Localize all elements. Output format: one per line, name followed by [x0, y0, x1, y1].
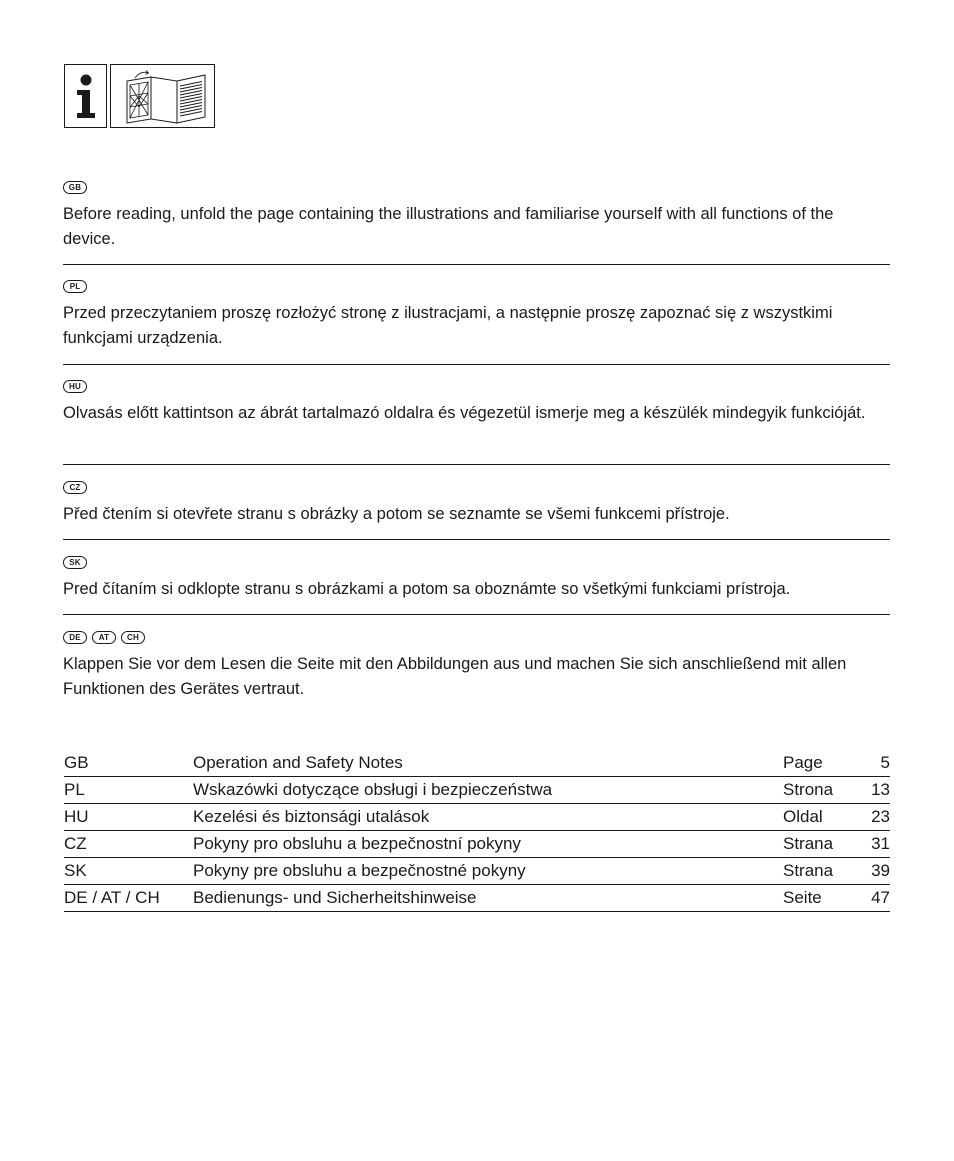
country-badge: AT	[92, 631, 116, 644]
country-badge: DE	[63, 631, 87, 644]
toc-section-title: Operation and Safety Notes	[193, 750, 783, 777]
toc-section-title: Wskazówki dotyczące obsługi i bezpieczeństwa	[193, 777, 783, 804]
toc-language-code: HU	[64, 804, 193, 831]
country-badges	[63, 630, 890, 645]
country-badges	[63, 555, 890, 570]
toc-page-number: 39	[855, 858, 890, 885]
lang-block-sk	[63, 540, 890, 615]
toc-row	[64, 885, 890, 912]
toc-section-title: Kezelési és biztonsági utalások	[193, 804, 783, 831]
toc-language-code: DE / AT / CH	[64, 885, 193, 912]
unfold-book-icon	[110, 64, 215, 128]
toc-section-title: Pokyny pre obsluhu a bezpečnostné pokyny	[193, 858, 783, 885]
toc-row	[64, 804, 890, 831]
toc-page-label: Strana	[783, 858, 855, 885]
lang-block-de-at-ch	[63, 615, 890, 702]
instruction-text: Klappen Sie vor dem Lesen die Seite mit den Abbildungen aus und machen Sie sich anschließend mit allen Funktionen des Gerätes vertraut.	[63, 655, 847, 698]
toc-page-label: Seite	[783, 885, 855, 912]
instruction-text: Pred čítaním si odklopte stranu s obrázkami a potom sa oboznámte so všetkými funkciami prístroja.	[63, 580, 791, 598]
toc-row	[64, 858, 890, 885]
toc-language-code: CZ	[64, 831, 193, 858]
toc-page-number: 23	[855, 804, 890, 831]
toc-page-label: Strana	[783, 831, 855, 858]
country-badge: PL	[63, 280, 87, 293]
toc-language-code: PL	[64, 777, 193, 804]
country-badges	[63, 180, 890, 195]
toc-row	[64, 750, 890, 777]
lang-block-cz	[63, 465, 890, 540]
language-instructions	[63, 180, 890, 702]
country-badge: SK	[63, 556, 87, 569]
toc-page-label: Page	[783, 750, 855, 777]
toc-page-number: 31	[855, 831, 890, 858]
lang-block-hu	[63, 365, 890, 465]
country-badges	[63, 279, 890, 294]
info-icon	[64, 64, 107, 128]
toc-section-title: Bedienungs- und Sicherheitshinweise	[193, 885, 783, 912]
country-badges	[63, 379, 890, 394]
header-icons	[64, 64, 215, 130]
toc-section-title: Pokyny pro obsluhu a bezpečnostní pokyny	[193, 831, 783, 858]
country-badge: CH	[121, 631, 145, 644]
toc-page-label: Oldal	[783, 804, 855, 831]
instruction-text: Olvasás előtt kattintson az ábrát tartalmazó oldalra és végezetül ismerje meg a készülék mindegyik funkcióját.	[63, 404, 866, 422]
toc-row	[64, 831, 890, 858]
instruction-text: Przed przeczytaniem proszę rozłożyć stronę z ilustracjami, a następnie proszę zapoznać się z wszystkimi funkcjami urządzenia.	[63, 304, 833, 347]
country-badge: CZ	[63, 481, 87, 494]
table-of-contents	[64, 750, 890, 912]
lang-block-pl	[63, 265, 890, 365]
toc-row	[64, 777, 890, 804]
country-badges	[63, 480, 890, 495]
lang-block-gb	[63, 180, 890, 265]
country-badge: GB	[63, 181, 87, 194]
toc-page-label: Strona	[783, 777, 855, 804]
toc-page-number: 47	[855, 885, 890, 912]
toc-page-number: 13	[855, 777, 890, 804]
toc-language-code: SK	[64, 858, 193, 885]
toc-language-code: GB	[64, 750, 193, 777]
toc-page-number: 5	[855, 750, 890, 777]
instruction-text: Před čtením si otevřete stranu s obrázky a potom se seznamte se všemi funkcemi přístroje.	[63, 505, 730, 523]
country-badge: HU	[63, 380, 87, 393]
instruction-text: Before reading, unfold the page containing the illustrations and familiarise yourself with all functions of the device.	[63, 205, 834, 248]
